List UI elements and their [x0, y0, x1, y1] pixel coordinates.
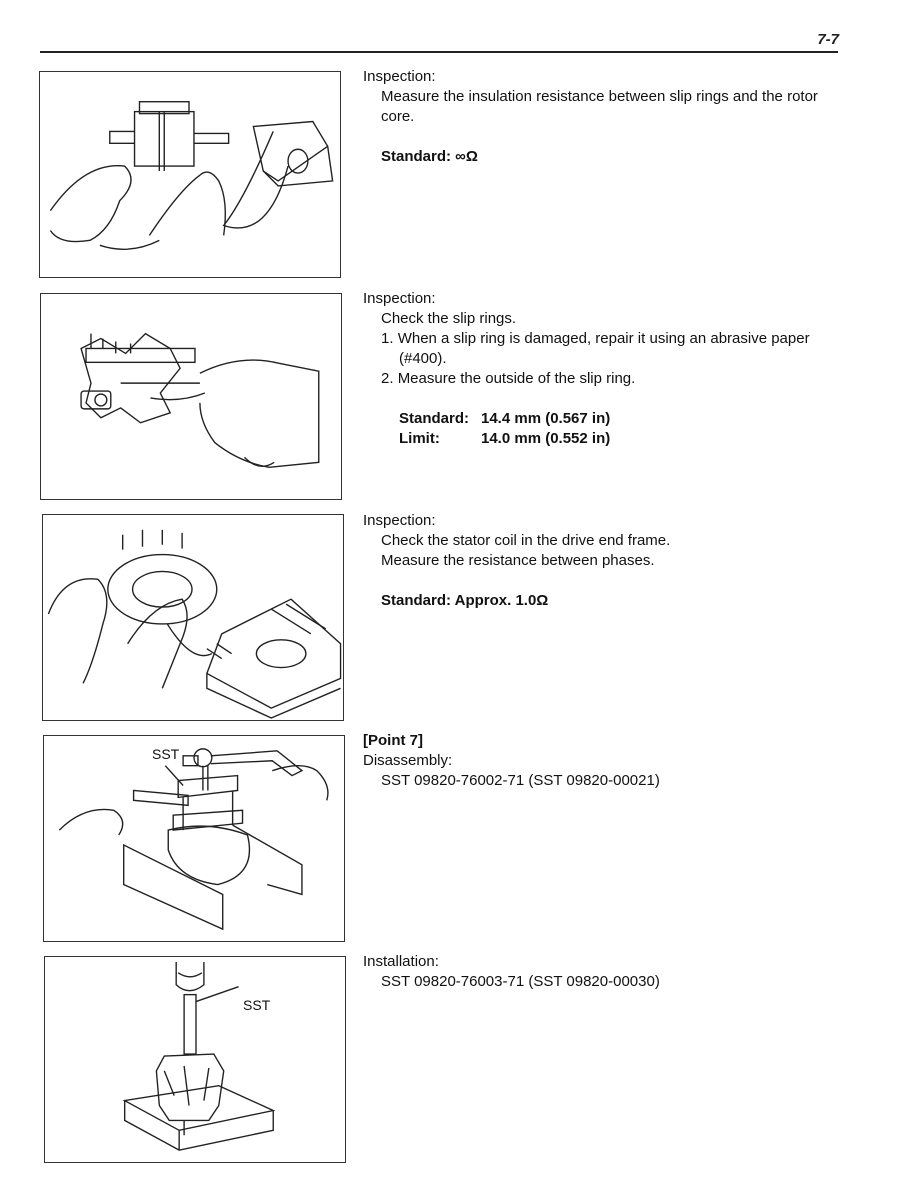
standard-spec: Standard: ∞Ω	[381, 148, 478, 165]
section-heading: Disassembly:	[363, 752, 453, 769]
page-number: 7-7	[817, 31, 839, 48]
section-heading: Installation:	[363, 953, 439, 970]
body-line: Measure the resistance between phases.	[381, 552, 655, 569]
section-heading: Inspection:	[363, 68, 436, 85]
step-1-continued: (#400).	[399, 350, 447, 367]
section-5-text	[363, 952, 660, 992]
body-line: Measure the insulation resistance between slip rings and the rotor	[381, 88, 818, 105]
section-heading: Inspection:	[363, 512, 436, 529]
sst-part-number: SST 09820-76002-71 (SST 09820-00021)	[381, 772, 660, 789]
puller-disassembly-illustration	[43, 735, 345, 942]
section-1-text	[363, 67, 818, 167]
step-1: 1. When a slip ring is damaged, repair it using an abrasive paper	[381, 330, 810, 347]
body-line: Check the stator coil in the drive end frame.	[381, 532, 671, 549]
header-rule	[40, 51, 838, 53]
sst-part-number: SST 09820-76003-71 (SST 09820-00030)	[381, 973, 660, 990]
section-4-text	[363, 731, 660, 791]
step-2: 2. Measure the outside of the slip ring.	[381, 370, 636, 387]
spec-limit: Limit: 14.0 mm (0.552 in)	[399, 430, 611, 447]
caliper-slip-ring-illustration	[40, 293, 342, 500]
press-installation-illustration	[44, 956, 346, 1163]
body-line: Check the slip rings.	[381, 310, 517, 327]
body-line: core.	[381, 108, 415, 125]
spec-standard: Standard: 14.4 mm (0.567 in)	[399, 410, 611, 427]
sst-callout-label: SST	[243, 997, 271, 1013]
sst-callout-label: SST	[152, 746, 180, 762]
stator-coil-test-illustration	[42, 514, 344, 721]
section-heading: Inspection:	[363, 290, 436, 307]
point-label: [Point 7]	[363, 732, 423, 749]
section-2-text	[363, 289, 810, 449]
multimeter-insulation-test-illustration	[39, 71, 341, 278]
standard-spec: Standard: Approx. 1.0Ω	[381, 592, 549, 609]
section-3-text	[363, 511, 670, 611]
